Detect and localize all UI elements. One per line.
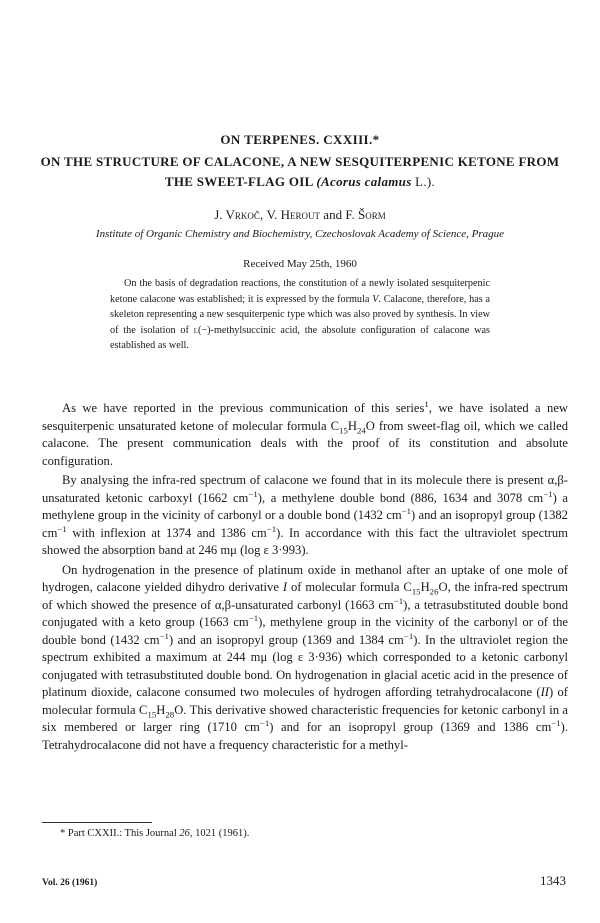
superscript: −1	[57, 523, 67, 534]
text: By analysing the infra-red spectrum of calacone we found that in its molecule there is present α,β-unsaturated ketonic carboxyl (1662 cm	[42, 473, 568, 505]
superscript: −1	[543, 488, 553, 499]
title-latin: (Acorus calamus	[316, 174, 412, 189]
subscript: 26	[429, 586, 439, 597]
paragraph-3	[42, 562, 568, 755]
compound-number: II	[540, 685, 549, 699]
paragraph-1	[42, 400, 568, 470]
text: ) and an isopropyl group (1369 and 1384 cm	[168, 632, 404, 647]
paragraph-2	[42, 472, 568, 560]
text: As we have reported in the previous communication of this series	[62, 401, 425, 415]
text: O. This derivative showed characteristic frequencies for ketonic carbonyl in a six membered or larger ring (1710 cm	[42, 702, 568, 734]
text: with inflexion at 1374 and 1386 cm	[66, 525, 267, 540]
affiliation: Institute of Organic Chemistry and Biochemistry, Czechoslovak Academy of Science, Prague	[95, 228, 505, 240]
text: ) and for an isopropyl group (1369 and 1386 cm	[269, 720, 552, 734]
abstract-text-2: . Calacone, therefore, has a skeleton representing a new sesquiterpenic type which was also proved by synthesis. In view of the isolation of	[110, 293, 491, 336]
text: ). In accordance with this fact the ultraviolet spectrum showed the absorption band at 246 mμ (log ε 3·993).	[42, 525, 568, 557]
received-date: Received May 25th, 1960	[243, 258, 357, 270]
reference-1: 1	[424, 398, 429, 409]
text: , we have isolated a new sesquiterpenic unsaturated ketone of molecular formula C	[42, 401, 569, 433]
volume-footer: Vol. 26 (1961)	[42, 878, 98, 888]
superscript: −1	[551, 717, 561, 728]
superscript: −1	[266, 523, 277, 534]
author-3: F. Šorm	[345, 207, 386, 222]
text: H	[347, 418, 357, 433]
superscript: −1	[159, 630, 169, 641]
compound-number: I	[282, 580, 288, 594]
text: ). In the ultraviolet region the spectrum exhibited a maximum at 244 mμ (log ε 3·936) which corresponded to a ketonic carbonyl conjugated with tetrasubstituted double bond. On hydrogenation in glacial acetic acid in the presence of platinum dioxide, calacone consumed two molecules of hydrogen affording tetrahydrocalacone (	[42, 632, 568, 699]
text: , 1021 (1961).	[189, 828, 250, 839]
superscript: −1	[248, 488, 258, 499]
text: O from sweet-flag oil, which we called calacone. The present communication deals with the proof of its constitution and absolute configuration.	[42, 418, 568, 468]
authors-and: and	[323, 207, 343, 222]
superscript: −1	[401, 505, 412, 516]
subscript: 24	[356, 425, 366, 436]
series-title: ON TERPENES. CXXIII.*	[220, 132, 380, 147]
author-2: V. Herout	[266, 207, 321, 222]
volume: 26	[179, 828, 190, 839]
footnote	[60, 828, 249, 839]
author-1: J. Vrkoč	[214, 207, 260, 222]
superscript: −1	[259, 717, 270, 728]
subscript: 15	[147, 709, 157, 720]
text: ), a tetrasubstituted double bond conjugated with a keto group (1663 cm	[42, 597, 568, 629]
article-body	[42, 400, 568, 756]
abstract-l-notation: l	[193, 324, 199, 336]
superscript: −1	[248, 612, 259, 623]
subscript: 28	[165, 709, 175, 720]
superscript: −1	[403, 630, 414, 641]
subscript: 15	[339, 425, 348, 436]
text: of molecular formula C	[287, 580, 412, 594]
title-main: ON THE STRUCTURE OF CALACONE, A NEW SESQUITERPENIC KETONE FROM THE SWEET-FLAG OIL	[40, 154, 560, 189]
abstract-text-3: (−)-methylsuccinic acid, the absolute configuration of calacone was established as well.	[110, 324, 490, 351]
authors: J. Vrkoč, V. Herout and F. Šorm	[214, 207, 386, 222]
footnote-divider	[42, 822, 152, 823]
text: H	[156, 702, 166, 717]
text: H	[420, 580, 430, 594]
title-latin-end: L.).	[415, 174, 436, 189]
text: On hydrogenation in the presence of platinum oxide in methanol after an uptake of one mole of hydrogen, calacone yielded dihydro derivative	[42, 562, 568, 594]
text: ). Tetrahydrocalacone did not have a frequency characteristic for a methyl-	[42, 720, 568, 752]
abstract-text-1: On the basis of degradation reactions, the constitution of a newly isolated sesquiterpenic ketone calacone was established; it is expressed by the formula	[110, 278, 490, 305]
text: * Part CXXII.: This Journal	[60, 828, 180, 839]
abstract-formula: V	[372, 293, 379, 305]
article-title	[40, 152, 560, 192]
text: ) of molecular formula C	[42, 685, 568, 717]
text: ) a methylene group in the vicinity of carbonyl or a double bond (1432 cm	[42, 490, 568, 522]
subscript: 15	[411, 586, 421, 597]
abstract	[110, 276, 490, 354]
text: ) and an isopropyl group (1382 cm	[42, 508, 568, 540]
text: ), methylene group in the vicinity of the carbonyl or of the double bond (1432 cm	[42, 615, 568, 647]
superscript: −1	[393, 595, 404, 606]
page-number: 1343	[540, 873, 566, 888]
text: ), a methylene double bond (886, 1634 and 3078 cm	[257, 490, 544, 505]
text: O, the infra-red spectrum of which showed the presence of α,β-unsaturated carbonyl (1663 cm	[42, 580, 569, 612]
